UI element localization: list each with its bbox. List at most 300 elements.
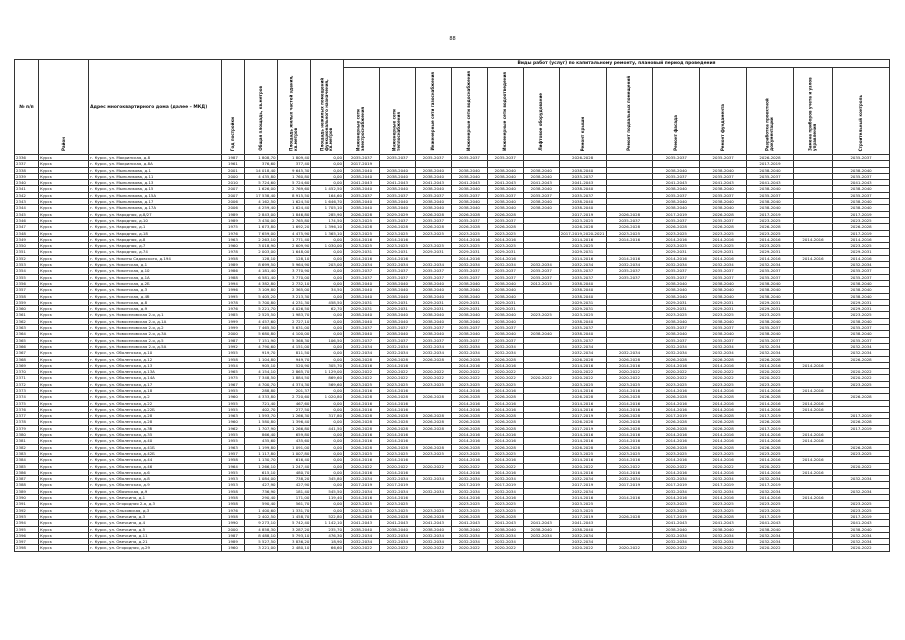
table-cell: 2041-2043 (451, 180, 487, 186)
table-cell: Курск (38, 230, 88, 236)
table-cell: 1987 (222, 337, 245, 343)
table-cell: 1963 (222, 413, 245, 419)
table-cell: 2014-2016 (653, 400, 700, 406)
table-cell: 435,60 (277, 438, 311, 444)
table-cell: г. Курск, ул. Овечкина, д.21 (89, 539, 222, 545)
col-control-header: Строительный контроль (833, 68, 890, 155)
table-cell: 2032-2034 (747, 532, 794, 538)
table-cell: 2023-2025 (833, 381, 890, 387)
table-cell: 2032-2034 (833, 476, 890, 482)
table-cell: 2020-2022 (415, 545, 451, 551)
table-cell: 2000 (222, 173, 245, 179)
table-cell: 2032-2034 (523, 262, 559, 268)
table-cell: 2041-2043 (523, 520, 559, 526)
table-cell: 2014-2016 (653, 236, 700, 242)
table-cell: 3 770,90 (277, 268, 311, 274)
table-cell: 2038-2040 (653, 186, 700, 192)
table-cell: г. Курск, ул. Мыльникова, д.1 (89, 167, 222, 173)
table-cell: Курск (38, 520, 88, 526)
table-cell: 2366 (15, 343, 39, 349)
table-cell: 0,00 (311, 331, 344, 337)
table-cell: 2014-2016 (793, 387, 832, 393)
table-cell: 2336 (15, 155, 39, 161)
table-cell: 2038-2040 (747, 293, 794, 299)
table-cell: 2029-2031 (379, 306, 415, 312)
table-cell: 2014-2016 (700, 362, 747, 368)
table-cell: 2026-2028 (487, 224, 523, 230)
table-cell: 0,00 (311, 406, 344, 412)
table-cell: 201,37 (277, 387, 311, 393)
table-cell: 2017-2019 (653, 513, 700, 519)
table-cell: 2035-2037 (487, 337, 523, 343)
table-cell: г. Курск, ул. Оболенская, д.42Б (89, 450, 222, 456)
table-cell: 2020-2022 (451, 545, 487, 551)
table-cell: 2026-2028 (653, 425, 700, 431)
table-cell: 2017-2019 (747, 482, 794, 488)
table-cell: 1978 (222, 299, 245, 305)
table-cell: 2038-2040 (343, 205, 379, 211)
table-cell: 1 396,10 (311, 224, 344, 230)
table-cell: г. Курск, ул. Никитская, д.1А (89, 274, 222, 280)
table-cell: 2026-2028 (700, 413, 747, 419)
table-cell: 2029-2031 (343, 299, 379, 305)
table-cell: 2032-2034 (487, 262, 523, 268)
table-cell: г. Курск, ул. Никитская, д.3 (89, 287, 222, 293)
table-cell: 2026-2028 (606, 211, 653, 217)
table-cell: 2 609,90 (277, 243, 311, 249)
table-cell: 2032-2034 (653, 476, 700, 482)
table-cell: 2026-2028 (343, 413, 379, 419)
table-cell: 2023-2025 (653, 230, 700, 236)
table-cell: 2038-2040 (833, 167, 890, 173)
table-cell: 2038-2040 (559, 293, 606, 299)
table-cell: 2026-2028 (379, 425, 415, 431)
table-cell: 18,90 (311, 539, 344, 545)
table-cell: 919,70 (244, 350, 277, 356)
table-cell: г. Курск, ул. Мыльникова, д.11 (89, 173, 222, 179)
table-cell: г. Курск, ул. Народная, д.7 (89, 243, 222, 249)
table-cell: 2032-2034 (451, 488, 487, 494)
table-cell: г. Курск, ул. Овечкина, д.1 (89, 495, 222, 501)
table-cell: 2026-2028 (833, 419, 890, 425)
table-cell: 5 527,50 (244, 539, 277, 545)
table-cell: 2014-2016 (793, 400, 832, 406)
table-cell: 2014-2016 (487, 438, 523, 444)
table-cell: 2035-2037 (487, 192, 523, 198)
table-cell: 17 538,40 (244, 192, 277, 198)
table-cell: 2026-2028 (833, 356, 890, 362)
table-cell: 2 402,50 (244, 513, 277, 519)
table-cell: 2026-2028 (451, 425, 487, 431)
table-cell: 62,70 (311, 306, 344, 312)
table-cell: 2035-2037 (653, 274, 700, 280)
table-cell: 2041-2043 (653, 180, 700, 186)
table-cell: 2339 (15, 173, 39, 179)
table-cell: 1986 (222, 268, 245, 274)
table-cell: 5 700,80 (244, 299, 277, 305)
table-cell: 2038-2040 (343, 293, 379, 299)
table-cell: г. Курск, ул. Мыльникова, д.15 (89, 186, 222, 192)
table-cell: 1955 (222, 432, 245, 438)
table-cell: 2038-2040 (833, 331, 890, 337)
table-cell: 2014-2016 (700, 457, 747, 463)
table-cell: 1999 (222, 325, 245, 331)
table-cell: 2035-2037 (747, 274, 794, 280)
table-cell: 2035-2037 (379, 268, 415, 274)
table-cell: Курск (38, 243, 88, 249)
table-cell: 2026-2028 (700, 224, 747, 230)
table-cell: 2041-2043 (700, 180, 747, 186)
table-cell: 2032-2034 (379, 350, 415, 356)
table-cell: 2014-2016 (559, 406, 606, 412)
table-cell: 2026-2028 (379, 444, 415, 450)
table-cell: 2371 (15, 375, 39, 381)
table-cell: 1955 (222, 438, 245, 444)
table-cell: 1988 (222, 274, 245, 280)
table-cell: 2032-2034 (379, 488, 415, 494)
table-cell: 2029-2029 (379, 211, 415, 217)
table-cell: 2014-2016 (606, 457, 653, 463)
table-cell: 2032-2034 (415, 532, 451, 538)
table-cell: 2041-2043 (487, 520, 523, 526)
table-cell: 2017-2019 (559, 425, 606, 431)
table-cell: 0,00 (311, 293, 344, 299)
table-cell: 128,10 (277, 255, 311, 261)
table-cell: 2026-2028 (559, 419, 606, 425)
table-cell: 2346 (15, 217, 39, 223)
table-cell: 2035-2037 (415, 337, 451, 343)
table-cell: 2038-2040 (451, 167, 487, 173)
table-cell: 2023-2025 (415, 507, 451, 513)
table-cell: 2014-2016 (833, 255, 890, 261)
table-cell: 2038-2040 (343, 318, 379, 324)
table-cell: 2014-2016 (793, 438, 832, 444)
table-cell: 2388 (15, 482, 39, 488)
table-cell: 2026-2028 (606, 356, 653, 362)
table-cell: 2014-2016 (343, 438, 379, 444)
table-cell: 2373 (15, 387, 39, 393)
table-cell: 2 765,80 (277, 217, 311, 223)
table-cell: 2029-2031 (833, 299, 890, 305)
table-cell: 119,40 (311, 495, 344, 501)
table-cell: 317,80 (311, 413, 344, 419)
table-cell: 2032-2034 (343, 539, 379, 545)
table-cell: 2038-2040 (487, 318, 523, 324)
table-cell: 2014-2016 (606, 495, 653, 501)
table-cell: Курск (38, 180, 88, 186)
table-cell: 2035-2037 (559, 173, 606, 179)
table-cell: 3 770,00 (277, 274, 311, 280)
table-cell: 2014-2016 (451, 432, 487, 438)
table-cell: 2023-2025 (415, 243, 451, 249)
table-cell: 2020-2022 (833, 545, 890, 551)
table-cell: 2020-2022 (559, 545, 606, 551)
table-cell: 2038-2040 (487, 287, 523, 293)
table-cell: 2032-2034 (415, 539, 451, 545)
table-cell: 2038-2040 (487, 331, 523, 337)
table-cell: 2038-2040 (523, 186, 559, 192)
table-cell: 0,00 (311, 249, 344, 255)
table-cell: 2 480,10 (277, 545, 311, 551)
table-cell: 2032-2034 (747, 262, 794, 268)
table-cell: 4 162,50 (244, 199, 277, 205)
table-cell: 2026-2028 (379, 394, 415, 400)
table-cell: 2032-2034 (451, 532, 487, 538)
table-cell: 2035-2037 (415, 268, 451, 274)
table-cell: 2026-2028 (451, 413, 487, 419)
table-cell: 2026-2028 (415, 356, 451, 362)
table-cell: 2356 (15, 280, 39, 286)
table-cell: 2035-2037 (415, 274, 451, 280)
table-cell: 2014-2016 (606, 255, 653, 261)
table-cell: 1 020,80 (311, 394, 344, 400)
table-cell: 2038-2040 (559, 526, 606, 532)
table-cell: г. Курск, ул. Оболенская, д.40 (89, 438, 222, 444)
table-cell: 2384 (15, 457, 39, 463)
table-cell: 1962 (222, 425, 245, 431)
table-cell: 2038-2040 (451, 312, 487, 318)
table-cell: Курск (38, 312, 88, 318)
table-cell: 2026-2028 (415, 425, 451, 431)
table-cell: 1958 (222, 457, 245, 463)
table-cell: 2035-2037 (451, 155, 487, 161)
table-cell: 2014-2016 (606, 362, 653, 368)
table-cell: 2035-2037 (653, 173, 700, 179)
table-cell: г. Курск, ул. Оболенская, д.22 (89, 400, 222, 406)
table-cell: 2038-2040 (700, 526, 747, 532)
table-cell: 2387 (15, 476, 39, 482)
table-cell: 2 769,60 (277, 186, 311, 192)
table-cell: 2038-2040 (653, 287, 700, 293)
table-cell: 1 593,70 (244, 413, 277, 419)
table-cell: 2026-2028 (487, 413, 523, 419)
table-cell: г. Курск, ул. Огородная, д.29 (89, 545, 222, 551)
table-cell: Курск (38, 205, 88, 211)
table-cell: 2026-2028 (451, 419, 487, 425)
table-cell: 5 724,60 (244, 180, 277, 186)
table-cell: г. Курск, ул. Оболенская, д.10 (89, 350, 222, 356)
table-cell: 4 435,80 (244, 173, 277, 179)
table-cell: 2038-2040 (343, 331, 379, 337)
table-cell: г. Курск, ул. Новоселовская 2-я, д.1 (89, 312, 222, 318)
table-cell: 376,60 (244, 161, 277, 167)
table-cell: 2014-2016 (793, 457, 832, 463)
table-cell: 2390 (15, 495, 39, 501)
table-cell: 2394 (15, 520, 39, 526)
table-cell: г. Курск, ул. Народная, д.1 (89, 224, 222, 230)
table-cell: 2014-2016 (700, 387, 747, 393)
table-cell: 2000 (222, 331, 245, 337)
table-cell: 2014-2016 (487, 457, 523, 463)
table-cell: 2354 (15, 268, 39, 274)
table-cell: 2032-2034 (523, 532, 559, 538)
table-cell: 2020-2022 (700, 369, 747, 375)
table-cell: 2023-2025 (451, 230, 487, 236)
table-cell: 2035-2037 (343, 325, 379, 331)
table-cell: Курск (38, 186, 88, 192)
table-cell: г. Курск, ул. Мокринская, д.8А (89, 161, 222, 167)
table-cell: 1989 (222, 539, 245, 545)
table-cell: 2382 (15, 444, 39, 450)
table-cell: 2020-2022 (833, 369, 890, 375)
table-cell: 0,00 (311, 325, 344, 331)
table-cell: 2014-2016 (451, 236, 487, 242)
table-cell: 2029-2031 (415, 249, 451, 255)
table-cell: 2038-2040 (559, 199, 606, 205)
table-cell: 2014-2016 (451, 362, 487, 368)
table-cell: 2020-2022 (747, 375, 794, 381)
table-cell: 4 858,30 (244, 526, 277, 532)
table-cell: 2014-2016 (559, 236, 606, 242)
table-cell: 1 331,70 (277, 507, 311, 513)
table-cell: 1 091,00 (277, 444, 311, 450)
table-cell: 2032-2034 (451, 539, 487, 545)
col-facade-header: Ремонт фасада (653, 68, 700, 155)
table-cell: 2032-2034 (653, 343, 700, 349)
table-cell: 4 151,00 (277, 343, 311, 349)
col-design-header: Разработка проектной документации (747, 68, 794, 155)
table-cell: 2041-2043 (700, 520, 747, 526)
table-cell: 2038-2040 (700, 293, 747, 299)
table-cell: 2014-2016 (487, 495, 523, 501)
table-cell: 2032-2034 (700, 343, 747, 349)
table-cell: 2032-2034 (747, 539, 794, 545)
table-cell: 2035-2037 (559, 274, 606, 280)
table-cell: 288,80 (244, 387, 277, 393)
table-cell: 2341 (15, 186, 39, 192)
table-cell: 522,80 (311, 513, 344, 519)
table-cell: 2014-2016 (700, 469, 747, 475)
table-cell: 1975 (222, 224, 245, 230)
table-cell: 1 673,80 (244, 224, 277, 230)
table-cell: 2038-2040 (343, 173, 379, 179)
table-cell: 2369 (15, 362, 39, 368)
table-cell: 1 130,70 (244, 457, 277, 463)
table-cell: Курск (38, 224, 88, 230)
table-cell: 2023-2025 (653, 507, 700, 513)
table-cell: 2035-2037 (653, 325, 700, 331)
table-cell: 2014-2016 (451, 400, 487, 406)
col-gas-header: Инженерные сети газоснабжения (415, 68, 451, 155)
table-cell: 2038-2040 (747, 167, 794, 173)
table-cell: 2023-2025 (415, 381, 451, 387)
table-cell: 2014-2016 (606, 438, 653, 444)
table-cell: 2020-2022 (747, 463, 794, 469)
table-cell: 2383 (15, 450, 39, 456)
table-cell: 2029-2031 (747, 306, 794, 312)
table-cell: 2026-2028 (559, 155, 606, 161)
table-cell: 2038-2040 (523, 167, 559, 173)
table-cell: 2023-2025 (343, 243, 379, 249)
table-cell: 2340 (15, 180, 39, 186)
table-cell: 2014-2016 (343, 400, 379, 406)
table-cell: 2342 (15, 192, 39, 198)
table-cell: 2023-2025 (343, 230, 379, 236)
table-cell: 5 964,90 (277, 262, 311, 268)
table-cell: 2026-2028 (451, 211, 487, 217)
table-cell: 2 263,10 (244, 236, 277, 242)
works-group-header: Виды работ (услуг) по капитальному ремонту, плановый период проведения (343, 60, 889, 68)
table-cell: г. Курск, ул. Никитская, д.10 (89, 268, 222, 274)
table-cell: 2026-2028 (379, 419, 415, 425)
table-cell: 2023-2025 (700, 312, 747, 318)
table-cell: 561,70 (277, 501, 311, 507)
table-cell: 4 259,40 (244, 205, 277, 211)
table-cell: 2041-2043 (343, 520, 379, 526)
table-cell: Курск (38, 513, 88, 519)
table-cell: 2020-2022 (379, 463, 415, 469)
table-cell: 2014-2016 (747, 236, 794, 242)
header-row-1 (15, 60, 890, 68)
table-cell: 2020-2022 (653, 375, 700, 381)
table-cell: 2014-2016 (606, 432, 653, 438)
table-cell: 2376 (15, 406, 39, 412)
table-cell: 2014-2016 (343, 406, 379, 412)
table-cell: 2038-2040 (379, 312, 415, 318)
table-cell: 2029-2031 (415, 306, 451, 312)
table-cell: 2035-2037 (747, 337, 794, 343)
table-cell: 2032-2034 (487, 539, 523, 545)
table-cell: 2038-2040 (833, 293, 890, 299)
table-cell: 2029-2031 (379, 249, 415, 255)
table-cell: 2026-2028 (415, 394, 451, 400)
table-cell: 2029-2031 (653, 299, 700, 305)
table-cell: 2029-2031 (559, 306, 606, 312)
table-cell: Курск (38, 337, 88, 343)
col-heat-header: Инженерные сети теплоснабжения (379, 68, 415, 155)
table-cell: 2014-2016 (559, 255, 606, 261)
table-cell: 1955 (222, 406, 245, 412)
table-cell: 4 475,90 (277, 230, 311, 236)
table-cell: 0,00 (311, 161, 344, 167)
table-cell: г. Курск, ул. Ольховская, д.3 (89, 507, 222, 513)
table-cell: 2026-2028 (833, 444, 890, 450)
table-cell: 2029-2031 (415, 299, 451, 305)
table-cell: 1990 (222, 520, 245, 526)
table-cell: 0,00 (311, 255, 344, 261)
table-cell: 2023-2025 (606, 230, 653, 236)
table-cell: 2017-2019 (653, 413, 700, 419)
table-cell: 305,70 (311, 362, 344, 368)
table-cell: 458,50 (311, 299, 344, 305)
table-cell: 2014-2016 (606, 236, 653, 242)
page-number: 88 (449, 36, 456, 42)
table-cell: Курск (38, 306, 88, 312)
table-cell: 2026-2028 (343, 444, 379, 450)
table-cell: г. Курск, ул. Народная, д.8 (89, 236, 222, 242)
table-cell: 2038-2040 (415, 293, 451, 299)
table-cell: 2038-2040 (379, 167, 415, 173)
table-cell: г. Курск, ул. Оболенская, д.17 (89, 381, 222, 387)
table-cell: 2023-2025 (747, 230, 794, 236)
table-cell: 2038-2040 (700, 318, 747, 324)
table-cell: 2029-2031 (559, 299, 606, 305)
table-cell: 2020-2022 (700, 545, 747, 551)
table-cell: 2020-2022 (343, 463, 379, 469)
table-cell: 2023-2025 (451, 507, 487, 513)
table-cell: 2041-2043 (415, 520, 451, 526)
table-cell: 2014-2016 (451, 406, 487, 412)
table-cell: 2 865,70 (277, 369, 311, 375)
table-cell: 181,40 (277, 488, 311, 494)
table-cell: 435,60 (244, 438, 277, 444)
table-cell: 2023-2025 (700, 243, 747, 249)
table-cell: Курск (38, 211, 88, 217)
table-cell: 2023-2025 (747, 450, 794, 456)
table-cell: 2026-2028 (606, 444, 653, 450)
table-cell: 0,00 (311, 274, 344, 280)
table-cell: г. Курск, ул. Мыльникова, д.17А (89, 205, 222, 211)
